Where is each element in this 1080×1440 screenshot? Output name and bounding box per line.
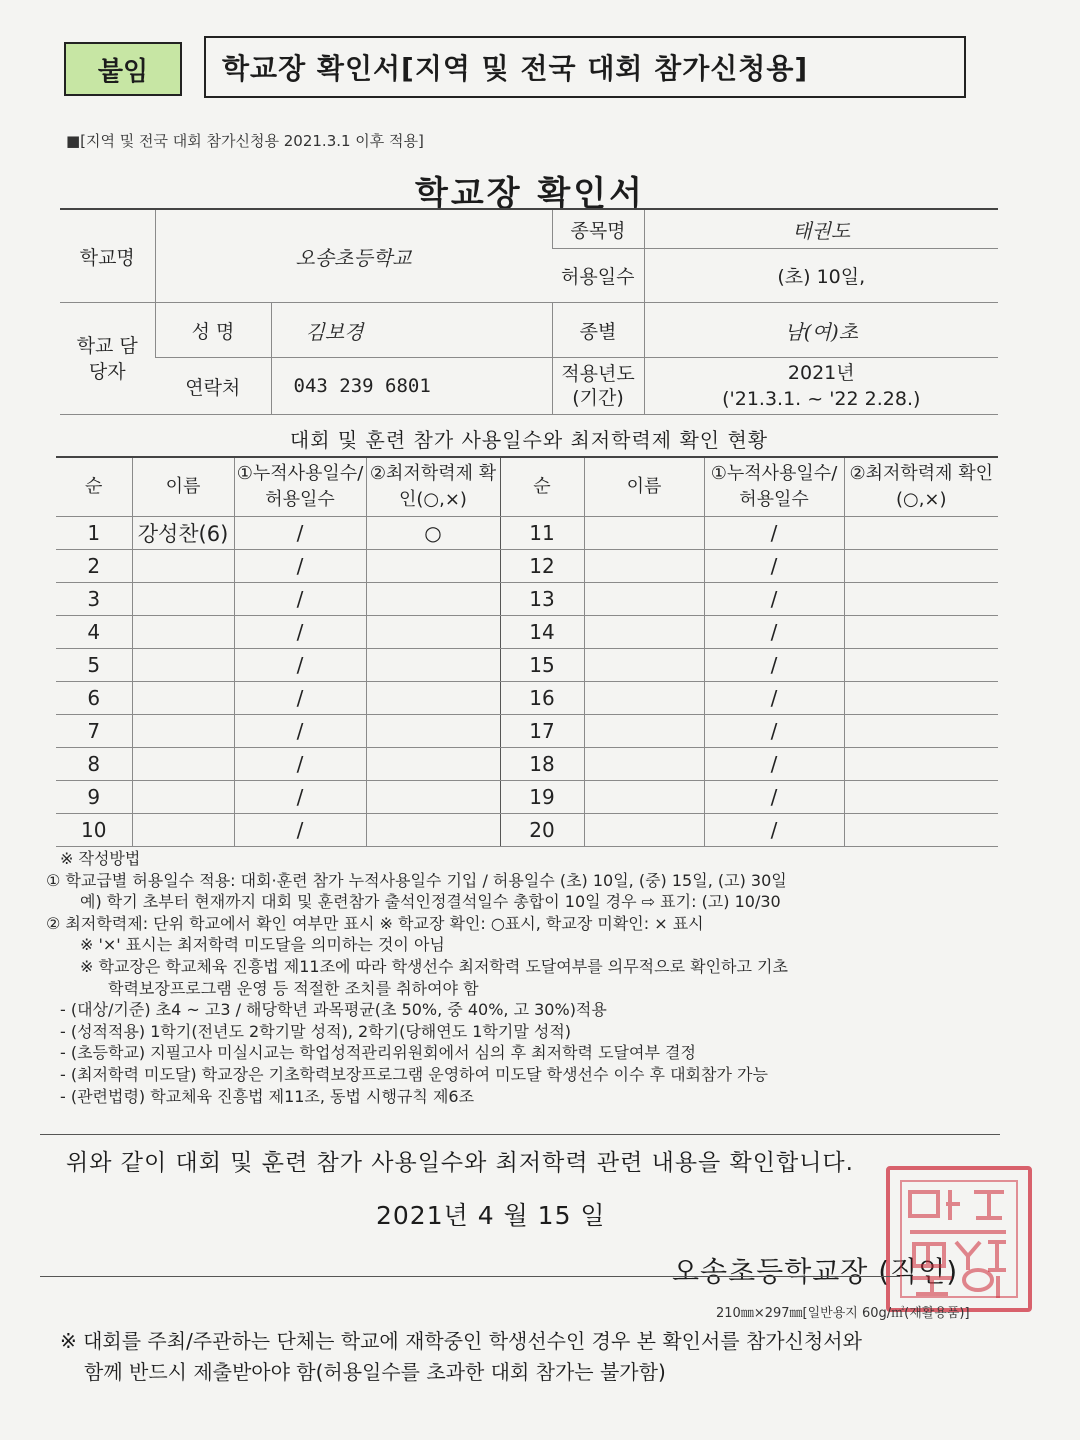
row-used: / <box>704 649 844 682</box>
row-no: 6 <box>56 682 132 715</box>
contact-name-value: 김보경 <box>271 303 552 358</box>
row-check <box>366 550 500 583</box>
period-value: ('21.3.1. ~ '22 2.28.) <box>722 388 921 410</box>
gender-label: 종별 <box>552 303 644 358</box>
row-no: 13 <box>500 583 584 616</box>
header-name-right: 이름 <box>584 457 704 517</box>
gender-value: 남(여)초 <box>644 303 998 358</box>
table-row <box>56 517 998 550</box>
row-check <box>366 781 500 814</box>
header-no-left: 순 <box>56 457 132 517</box>
method-line: - (성적적용) 1학기(전년도 2학기말 성적), 2학기(당해연도 1학기말 성적) <box>60 1021 572 1041</box>
method-line: - (초등학교) 지필고사 미실시교는 학업성적관리위원회에서 심의 후 최저학력 도달여부 결정 <box>60 1043 696 1063</box>
method-line: - (관련법령) 학교체육 진흥법 제11조, 동법 시행규칙 제6조 <box>60 1086 475 1106</box>
row-used: / <box>234 616 366 649</box>
footnote-line: 함께 반드시 제출받아야 함(허용일수를 초과한 대회 참가는 불가함) <box>84 1360 666 1384</box>
row-used: / <box>704 550 844 583</box>
row-no: 1 <box>56 517 132 550</box>
row-used: / <box>234 550 366 583</box>
row-used: / <box>704 748 844 781</box>
row-name <box>132 583 234 616</box>
method-line: 학력보장프로그램 운영 등 적절한 조치를 취하여야 함 <box>108 978 479 998</box>
table-row <box>56 550 998 583</box>
table-row <box>56 682 998 715</box>
row-check <box>844 517 998 550</box>
row-no: 19 <box>500 781 584 814</box>
official-seal-stamp <box>886 1166 1032 1312</box>
table-row <box>56 616 998 649</box>
section-title: 대회 및 훈련 참가 사용일수와 최저학력제 확인 현황 <box>289 428 769 452</box>
row-no: 8 <box>56 748 132 781</box>
row-no: 20 <box>500 814 584 847</box>
method-line: ※ 학교장은 학교체육 진흥법 제11조에 따라 학생선수 최저학력 도달여부를 의무적으로 확인하고 기초 <box>80 956 788 976</box>
row-check <box>366 748 500 781</box>
row-no: 12 <box>500 550 584 583</box>
year-value: 2021년 <box>787 362 855 384</box>
year-label: 적용년도 (기간) <box>552 358 644 415</box>
writing-method-notes <box>46 848 1006 1107</box>
row-check <box>366 616 500 649</box>
row-check <box>366 814 500 847</box>
row-name <box>132 616 234 649</box>
header-used-right: ①누적사용일수/ 허용일수 <box>704 457 844 517</box>
row-used: / <box>704 814 844 847</box>
row-name <box>132 814 234 847</box>
principal-signature: 오송초등학교장 (직인) <box>672 1255 959 1288</box>
row-used: / <box>704 517 844 550</box>
header-no-right: 순 <box>500 457 584 517</box>
row-check <box>366 682 500 715</box>
participation-table <box>56 456 998 847</box>
row-used: / <box>234 814 366 847</box>
row-used: / <box>704 781 844 814</box>
row-check <box>844 682 998 715</box>
confirmation-statement: 위와 같이 대회 및 훈련 참가 사용일수와 최저학력 관련 내용을 확인합니다. <box>66 1150 854 1176</box>
signature-date: 2021년 4 월 15 일 <box>376 1201 606 1230</box>
seal-glyph-pattern <box>890 1170 1028 1308</box>
row-name <box>584 748 704 781</box>
submission-footnote <box>60 1326 1020 1388</box>
row-check <box>844 550 998 583</box>
row-used: / <box>234 682 366 715</box>
row-no: 18 <box>500 748 584 781</box>
row-no: 2 <box>56 550 132 583</box>
row-used: / <box>704 682 844 715</box>
row-used: / <box>234 715 366 748</box>
page-title: 학교장 확인서 <box>415 174 645 214</box>
header-name-left: 이름 <box>132 457 234 517</box>
row-name <box>584 517 704 550</box>
row-check <box>844 583 998 616</box>
table-row <box>56 583 998 616</box>
row-name <box>132 748 234 781</box>
table-row <box>56 814 998 847</box>
header-used-left: ①누적사용일수/허용일수 <box>234 457 366 517</box>
row-check <box>844 715 998 748</box>
divider <box>40 1134 1000 1135</box>
allowed-days-value: (초) 10일, <box>644 249 998 303</box>
row-no: 11 <box>500 517 584 550</box>
applicability-note: ■[지역 및 전국 대회 참가신청용 2021.3.1 이후 적용] <box>66 132 424 150</box>
table-row <box>56 649 998 682</box>
row-name: 강성찬(6) <box>132 517 234 550</box>
contact-phone-label: 연락처 <box>155 358 271 415</box>
sport-value: 태권도 <box>644 209 998 249</box>
row-used: / <box>704 715 844 748</box>
row-no: 14 <box>500 616 584 649</box>
school-name-label: 학교명 <box>60 209 155 303</box>
row-name <box>584 814 704 847</box>
row-name <box>584 583 704 616</box>
row-name <box>132 781 234 814</box>
row-name <box>132 649 234 682</box>
row-name <box>132 550 234 583</box>
allowed-days-label: 허용일수 <box>552 249 644 303</box>
row-used: / <box>704 583 844 616</box>
contact-phone-value: 043 239 6801 <box>271 358 552 415</box>
row-used: / <box>234 781 366 814</box>
row-check <box>844 814 998 847</box>
row-check: ○ <box>366 517 500 550</box>
contact-person-label: 학교 담당자 <box>60 303 155 415</box>
row-check <box>844 616 998 649</box>
header-check-right: ②최저학력제 확인(○,×) <box>844 457 998 517</box>
header-check-left: ②최저학력제 확인(○,×) <box>366 457 500 517</box>
method-line: 예) 학기 초부터 현재까지 대회 및 훈련참가 출석인정결석일수 총합이 10일 경우 ⇨ 표기: (고) 10/30 <box>80 892 781 912</box>
year-period-cell <box>644 358 998 415</box>
row-used: / <box>234 748 366 781</box>
row-name <box>584 682 704 715</box>
row-name <box>132 715 234 748</box>
footnote-line: ※ 대회를 주최/주관하는 단체는 학교에 재학중인 학생선수인 경우 본 확인서를 참가신청서와 <box>60 1329 862 1353</box>
row-used: / <box>234 517 366 550</box>
row-check <box>844 781 998 814</box>
row-no: 9 <box>56 781 132 814</box>
row-used: / <box>704 616 844 649</box>
row-no: 3 <box>56 583 132 616</box>
school-name-value: 오송초등학교 <box>155 209 552 303</box>
row-name <box>584 550 704 583</box>
school-info-table <box>60 208 998 415</box>
sport-label: 종목명 <box>552 209 644 249</box>
row-name <box>584 715 704 748</box>
paper-spec: 210㎜×297㎜[일반용지 60g/㎡(재활용품)] <box>716 1306 970 1321</box>
row-used: / <box>234 649 366 682</box>
row-no: 10 <box>56 814 132 847</box>
row-name <box>584 616 704 649</box>
row-check <box>844 748 998 781</box>
method-line: ※ '×' 표시는 최저학력 미도달을 의미하는 것이 아님 <box>80 935 445 955</box>
method-line: ① 학교급별 허용일수 적용: 대회·훈련 참가 누적사용일수 기입 / 허용일수 (초) 10일, (중) 15일, (고) 30일 <box>46 870 787 890</box>
method-line: - (최저학력 미도달) 학교장은 기초학력보장프로그램 운영하여 미도달 학생선수 이수 후 대회참가 가능 <box>60 1064 768 1084</box>
row-check <box>366 715 500 748</box>
table-header-row <box>56 457 998 517</box>
contact-name-label: 성 명 <box>155 303 271 358</box>
row-check <box>366 649 500 682</box>
row-no: 7 <box>56 715 132 748</box>
row-name <box>584 649 704 682</box>
table-row <box>56 748 998 781</box>
table-row <box>56 715 998 748</box>
attachment-label: 붙임 <box>64 42 182 96</box>
row-no: 17 <box>500 715 584 748</box>
method-line: ② 최저학력제: 단위 학교에서 확인 여부만 표시 ※ 학교장 확인: ○표시, 학교장 미확인: × 표시 <box>46 913 704 933</box>
document-header-title: 학교장 확인서[지역 및 전국 대회 참가신청용] <box>204 36 966 98</box>
row-no: 4 <box>56 616 132 649</box>
row-no: 5 <box>56 649 132 682</box>
row-no: 15 <box>500 649 584 682</box>
table-row <box>56 781 998 814</box>
method-line: - (대상/기준) 초4 ~ 고3 / 해당학년 과목평균(초 50%, 중 40%, 고 30%)적용 <box>60 1000 607 1020</box>
row-name <box>132 682 234 715</box>
divider <box>40 1276 900 1277</box>
row-check <box>366 583 500 616</box>
row-no: 16 <box>500 682 584 715</box>
row-check <box>844 649 998 682</box>
row-used: / <box>234 583 366 616</box>
row-name <box>584 781 704 814</box>
method-heading: ※ 작성방법 <box>60 849 141 868</box>
